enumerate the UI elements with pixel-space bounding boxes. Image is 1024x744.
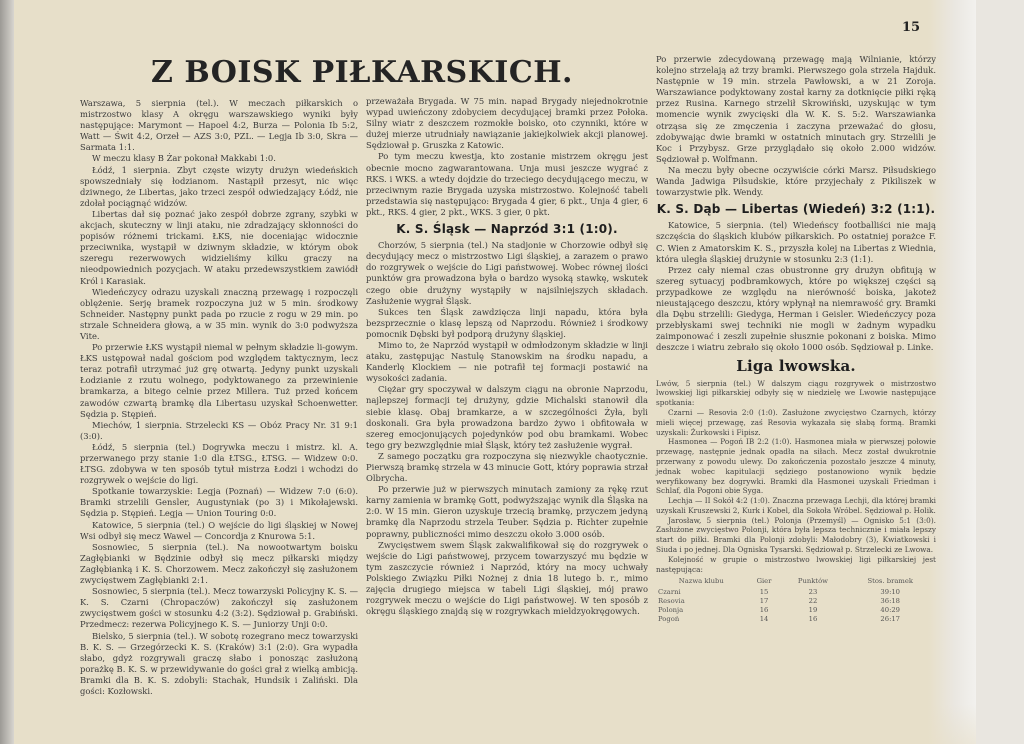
table-header: Stos. bramek (867, 577, 913, 586)
goal-ratio: 36:18 (880, 596, 901, 605)
paragraph: Spotkanie towarzyskie: Legja (Poznań) — Widzew 7:0 (6:0). Bramki strzelili Gensler, Augustyniak (po 3) i Mikołajewski. Sędzia p. Stępień. Legja — Union Touring 0:0. (80, 486, 358, 519)
games: 17 (759, 596, 769, 605)
section-heading-liga-lwowska: Liga lwowska. (736, 357, 856, 376)
paragraph: W meczu klasy B Żar pokonał Makkabi 1:0. (92, 153, 276, 164)
goal-ratio: 40:29 (880, 605, 901, 614)
paragraph: Mimo to, że Naprzód wystąpił w odmłodzonym składzie w linji ataku, zastępując Nastulę Stanowskim na środku napadu, a Kanderlę Klockiem — nie potrafił tej formacji postawić na wysokości zadania. (366, 339, 648, 384)
paragraph: Sosnowiec, 5 sierpnia (tel.). Mecz towarzyski Policyjny K. S. — K. S. Czarni (Chropaczów) zakończył się zasłużonem zwycięstwem gości w stosunku 4:2 (3:2). Sędziował p. Grabiński. Przedmecz: rezerwa Policyjnego K. S. — Juniorzy Unji 0:0. (80, 586, 358, 630)
newspaper-page (14, 0, 976, 744)
paragraph: Łódź, 5 sierpnia (tel.) Dogrywka meczu i mistrz. kl. A. przerwanego przy stanie 1:0 dla ŁTSG., ŁTSG. — Widzew 0:0. ŁTSG. zdobywa w ten sposób tytuł mistrza Łodzi i wchodzi do rozgrywek o wejście do ligi. (80, 441, 358, 486)
paragraph: Lwów, 5 sierpnia (tel.) W dalszym ciągu rozgrywek o mistrzostwo lwowskiej ligi piłkarskiej odbyły się w niedzielę we Lwowie następujące spotkania: (656, 378, 936, 408)
points: 23 (808, 587, 818, 596)
team-name: Czarni (658, 587, 681, 596)
paragraph: Bielsko, 5 sierpnia (tel.). W sobotę rozegrano mecz towarzyski B. K. S. — Grzegórzecki K. S. (Kraków) 3:1 (2:0). Gra wypadła słabo, gdyż rozgrywali graczę słabo i ponosząc zasłużoną porażkę B. K. S. w przewidywanie do gości grał z wielką ambicją. Bramki dla B. K. S. zdobyli: Stachak, Hundsik i Zaliński. Dla gości: Kozłowski. (80, 630, 358, 696)
table-header: Nazwa klubu (678, 577, 724, 586)
headline: Z BOISK PIŁKARSKICH. (150, 55, 573, 90)
table-row (656, 615, 936, 624)
paragraph: Warszawa, 5 sierpnia (tel.). W meczach piłkarskich o mistrzostwo klasy A okręgu warszawskiego wyniki były następujące: Marymont — Hapoel 4:2, Burza — Polonia Ib 5:2, Watt — Świt 4:2, Orzeł — AZS 3:0, PZL. — Legja Ib 3:0, Skra — Sarmata 1:1. (80, 98, 358, 153)
paragraph: Libertas dał się poznać jako zespół dobrze zgrany, szybki w akcjach, skuteczny w linji ataku, nie zdradzający skłonności do popisów różnemi trickami. ŁKS, nie doceniając widocznie przeciwnika, wystąpił w dziwnym składzie, w którym obok szeregu rezerwowych widzieliśmy kilku graczy na nieodpowiednich pozycjach. W ataku przedewszystkiem zawiódł Król i Karasiak. (80, 208, 358, 286)
paragraph: Na meczu były obecne oczywiście córki Marsz. Piłsudskiego Wanda Jadwiga Piłsudskie, które przyjechały z Pikiliszek w towarzystwie płk. Wendy. (656, 164, 936, 198)
section-heading-slask: K. S. Śląsk — Naprzód 3:1 (1:0). (396, 222, 618, 237)
goal-ratio: 39:10 (880, 587, 901, 596)
paragraph: Po przerwie już w pierwszych minutach zamiony za rękę rzut karny zamienia w bramkę Gott, podwyższając wynik dla Śląska na 2:0. W 15 min. Gieron uzyskuje trzecią bramkę, przyczem jedyną bramkę dla Naprzodu strzela Teuber. Sędzia p. Richter zupełnie poprawny, publiczności mimo deszczu około 3.000 osób. (366, 484, 648, 539)
column-2 (366, 96, 648, 617)
paragraph: Katowice, 5 sierpnia. (tel) Wiedeńscy footballiści nie mają szczęścia do śląskich klubów piłkarskich. Po ostatniej porażce F. C. Wien z Amatorskim K. S., przyszła kolej na Libertas z Wiednia, która uległa śląskiej drużynie w stosunku 2:3 (1:1). (656, 220, 936, 264)
games: 16 (759, 605, 769, 614)
table-header: Gier (756, 577, 772, 586)
points: 16 (808, 614, 818, 623)
paragraph: Wiedeńczycy odrazu uzyskali znaczną przewagę i rozpoczęli oblężenie. Serję bramek rozpoczyna już w 5 min. środkowy Schneider. Następny punkt pada po rzucie z rogu w 29 min. po strzale Schneidera głową, a w 35 min. wynik do 3:0 podwyższa Vite. (80, 286, 358, 341)
table-row (656, 597, 936, 606)
paragraph: Po przerwie ŁKS wystąpił niemal w pełnym składzie li-gowym. ŁKS ustępował nadal gościom pod względem taktycznym, lecz teraz potrafił utrzymać już grę otwartą. Jedyny punkt uzyskali Łodzianie z rzutu wolnego, podyktowanego za przewinienie bramkarza, a bitego celnie przez Millera. Tuż przed końcem zawodów czwartą bramkę dla Libertasu uzyskał Schoenwetter. Sędzia p. Stępień. (80, 342, 358, 419)
paragraph: Chorzów, 5 sierpnia (tel.) Na stadjonie w Chorzowie odbył się decydujący mecz o mistrzostwo Ligi śląskiej, a zarazem o prawo do rozgrywek o wejście do Ligi państwowej. Wobec równej ilości punktów gra prowadzona była o bardzo wysoką stawkę, wskutek czego obie drużyny wystąpiły w najsilniejszych składach. Zasłużenie wygrał Śląsk. (366, 240, 648, 306)
points: 19 (808, 605, 818, 614)
section-heading-dab: K. S. Dąb — Libertas (Wiedeń) 3:2 (1:1). (656, 202, 936, 217)
team-name: Pogoń (658, 614, 680, 623)
paragraph: przeważała Brygada. W 75 min. napad Brygady niejednokrotnie wypad uwieńczony zdobyciem decydującej bramki przez Połoka. Silny wiatr z deszczem rozmokłe boisko, oto czynniki, które w dużej mierze utrudniały nawiązanie jakiejkolwiek akcji planowej. Sędziował p. Gruszka z Katowic. (366, 96, 648, 151)
paragraph: Czarni — Resovia 2:0 (1:0). Zasłużone zwycięstwo Czarnych, którzy mieli więcej przewagę, zaś Resovia wykazała się słabą formą. Bramki uzyskali: Żurkowski i Fipisz. (656, 407, 936, 437)
paragraph: Zwycięstwem swem Śląsk zakwalifikował się do rozgrywek o wejście do Ligi państwowej, przycem towarzyszyć mu będzie w tym zaszczycie również i Naprzód, który na mocy uchwały Polskiego Związku Piłki Nożnej z dnia 18 lutego b. r., mimo zajęcia drugiego miejsca w tabeli Ligi śląskiej, mój prawo rozgrywek meczu o wejście do Ligi państwowej. W ten sposób z okręgu śląskiego znajdą się w rozgrywkach mieldzyokręgowych. (366, 539, 648, 617)
binding-shadow (0, 0, 14, 744)
paragraph: Po przerwie zdecydowaną przewagę mają Wilnianie, którzy kolejno strzelają aż trzy bramki. Pierwszego gola strzela Hajduk. Następnie w 19 min. strzela Pawłowski, a w 21 Zoroja. Warszawiance podyktowany został karny za dotknięcie piłki ręką przez Rusina. Karnego strzelił Skrowiński, uzyskując w tym momencie wynik zwycięski dla W. K. S. 5:2. Warszawianka otrząsa się ze zmęczenia i zaczyna przeważać do głosu, zdobywając dwie bramki w ostatnich minutach gry. Strzelili je Koc i Przybysz. Grze przyglądało się około 2.000 widzów. Sędziował p. Wolfmann. (656, 54, 936, 164)
paragraph: Hasmonea — Pogoń IB 2:2 (1:0). Hasmonea miała w pierwszej połowie przewagę, następnie jednak opadła na siłach. Mecz został dwukrotnie przerwany z powodu ulewy. Do zakończenia pozostało jeszcze 4 minuty, jednak wobec kapitulacji sędziego postanowiono wynik będzie weryfikowany bez dogrywki. Bramki dla Hasmonei uzyskali Friedman i Schlaf, dla Pogoni obie Syga. (656, 437, 936, 496)
paragraph: Jarosław, 5 sierpnia (tel.) Polonja (Przemyśl) — Ognisko 5:1 (3:0). Zasłużone zwycięstwo Polonji, która była lepsza technicznie i miała lepszy start do piłki. Bramki dla Polonji zdobyli: Małodobry (3), Kwiatkowski i Siuda i po jednej. Dla Ogniska Tysarski. Sędziował p. Strzelecki ze Lwowa. (656, 515, 936, 555)
goal-ratio: 26:17 (880, 614, 901, 623)
paragraph: Ciężar gry spoczywał w dalszym ciągu na obronie Naprzodu, najlepszej formacji tej drużyny, gdzie Michalski stanowił dla siebie klasę. Obaj bramkarze, a w szczególności Żyła, byli doskonali. Gra była prowadzona bardzo żywo i obfitowała w szereg emocjonujących pojedynków pod obu bramkami. Wobec tego gry bezwzględnie miał Śląsk, który też zasłużenie wygrał. (366, 384, 648, 450)
team-name: Resovia (658, 596, 685, 605)
page-number: 15 (902, 20, 921, 35)
lwow-report (656, 379, 936, 575)
column-3 (656, 54, 936, 624)
paragraph: Miechów, 1 sierpnia. Strzelecki KS — Obóz Pracy Nr. 31 9:1 (3:0). (80, 419, 358, 441)
paragraph: Z samego początku gra rozpoczyna się niezwykle chaotycznie. Pierwszą bramkę strzela w 43 minucie Gott, który poprawia strzał Olbrycha. (366, 450, 648, 484)
paragraph: Sosnowiec, 5 sierpnia (tel.). Na nowootwartym boisku Zagłębianki w Będzinie odbył się mecz piłkarski między Zagłębianką i K. S. Chorzowem. Mecz zakończył się zasłużonem zwycięstwem Zagłębianki 2:1. (80, 541, 358, 586)
paragraph: Łódź, 1 sierpnia. Zbyt częste wizyty drużyn wiedeńskich spowszedniały się łodzianom. Nastąpił przesyt, nic więc dziwnego, że Libertas, jako trzeci zespół odwiedzający Łódź, nie zdołał pociągnąć widzów. (80, 164, 358, 208)
paragraph: Kolejność w grupie o mistrzostwo lwowskiej ligi piłkarskiej jest następująca: (656, 554, 936, 574)
points: 22 (808, 596, 818, 605)
games: 14 (759, 614, 769, 623)
page-bottom-fade (14, 704, 976, 744)
table-header: Punktów (797, 577, 828, 586)
paragraph: Lechja — II Sokół 4:2 (1:0). Znaczna przewaga Lechji, dla której bramki uzyskali Kruszewski 2, Kurk i Kobel, dla Sokoła Wróbel. Sędziował p. Holik. (656, 496, 936, 515)
games: 15 (759, 587, 769, 596)
paragraph: Przez cały niemal czas obustronne gry drużyn obfitują w szereg sytuacyj podbramkowych, które po większej części są przypadkowe ze względu na nierówność boiska, jakoteż nieustającego deszczu, który wpłynął na niemrawość gry. Bramki dla Dębu strzelili: Giedyga, Herman i Geisler. Wiedeńczycy poza przebłyskami swej techniki nie mogli w żadnym wypadku zaimponować i zeszli zupełnie słusznie pokonani z boiska. Mimo deszcze i wiatru zebrało się około 1000 osób. Sędziował p. Linke. (656, 264, 936, 353)
paragraph: Po tym meczu kwestja, kto zostanie mistrzem okręgu jest obecnie mocno zagwarantowana. Unja musi jeszcze wygrać z RKS. i WKS. a wtedy dojdzie do trzeciego decydującego meczu, w przeciwnym razie Brygada uzyska mistrzostwo. Kolejność tabeli przedstawia się następująco: Brygada 4 gier, 6 pkt., Unja 4 gier, 6 pkt., RKS. 4 gier, 2 pkt., WKS. 3 gier, 0 pkt. (366, 151, 648, 217)
table-row (656, 588, 936, 597)
paragraph: Katowice, 5 sierpnia (tel.) O wejście do ligi śląskiej w Nowej Wsi odbył się mecz Wawel — Concordja z Knurowa 5:1. (80, 519, 358, 541)
team-name: Polonja (658, 605, 684, 614)
column-1 (80, 98, 358, 697)
standings-table (656, 576, 936, 623)
table-row (656, 606, 936, 615)
paragraph: Sukces ten Śląsk zawdzięcza linji napadu, która była bezsprzecznie o klasę lepszą od Naprzodu. Również i środkowy pomocnik Dębski był podporą drużyny śląskiej. (366, 306, 648, 339)
